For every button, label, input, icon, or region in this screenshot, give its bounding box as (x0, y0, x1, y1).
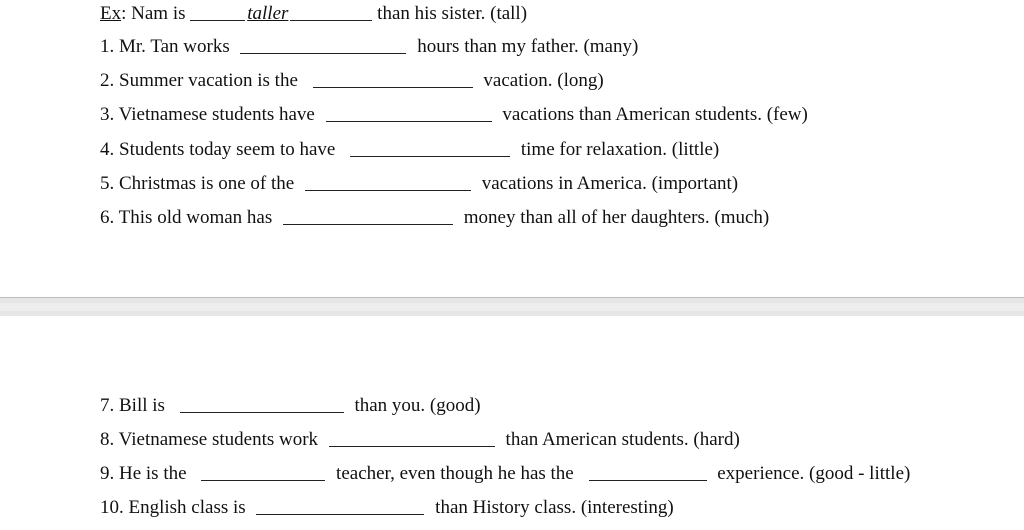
exercise-item-1 (100, 33, 638, 58)
item-text-after: vacation. (long) (483, 70, 604, 91)
item-number: 2. (100, 70, 115, 91)
item-text-before: Bill is (119, 395, 165, 416)
example-answer: taller (247, 3, 289, 24)
example-line (100, 0, 527, 25)
example-text-before: : Nam is (121, 3, 186, 24)
answer-blank[interactable] (180, 394, 344, 413)
answer-blank[interactable] (350, 138, 510, 157)
item-text-before: Vietnamese students have (118, 104, 315, 125)
exercise-item-4 (100, 136, 719, 161)
item-number: 10. (100, 497, 124, 518)
item-text-before: Students today seem to have (119, 139, 336, 160)
answer-blank[interactable] (283, 206, 453, 225)
exercise-item-8 (100, 426, 740, 451)
item-text-after: experience. (good - little) (717, 463, 911, 484)
item-text-before: Summer vacation is the (119, 70, 298, 91)
exercise-item-3 (100, 101, 808, 126)
answer-blank-2[interactable] (589, 462, 707, 481)
exercise-item-2 (100, 67, 604, 92)
answer-blank[interactable] (256, 496, 424, 515)
item-text-before: Vietnamese students work (118, 429, 319, 450)
page-separator-shade (0, 303, 1024, 311)
item-text-after: hours than my father. (many) (417, 36, 639, 57)
item-text-after: vacations than American students. (few) (502, 104, 808, 125)
exercise-item-7 (100, 392, 481, 417)
item-text-before: This old woman has (118, 207, 273, 228)
answer-blank[interactable] (313, 69, 473, 88)
item-number: 7. (100, 395, 115, 416)
exercise-item-10 (100, 494, 674, 519)
item-text-after: than American students. (hard) (505, 429, 740, 450)
item-text-after: money than all of her daughters. (much) (463, 207, 770, 228)
item-number: 6. (100, 207, 115, 228)
exercise-item-5 (100, 170, 738, 195)
item-text-before: Christmas is one of the (119, 173, 295, 194)
second-page (0, 316, 1024, 530)
item-number: 8. (100, 429, 115, 450)
example-prefix: Ex (100, 3, 122, 24)
item-text-before: Mr. Tan works (119, 36, 230, 57)
answer-blank[interactable] (305, 172, 471, 191)
exercise-item-6 (100, 204, 769, 229)
example-blank-right (290, 2, 372, 21)
answer-blank[interactable] (326, 103, 492, 122)
answer-blank[interactable] (329, 428, 495, 447)
item-text-after: vacations in America. (important) (481, 173, 739, 194)
answer-blank-1[interactable] (201, 462, 325, 481)
exercise-item-9 (100, 460, 910, 485)
item-number: 9. (100, 463, 115, 484)
item-text-before: English class is (128, 497, 246, 518)
item-number: 3. (100, 104, 115, 125)
item-text-middle: teacher, even though he has the (336, 463, 574, 484)
page-separator (0, 297, 1024, 317)
item-text-after: than History class. (interesting) (435, 497, 674, 518)
example-text-after: than his sister. (tall) (377, 3, 528, 24)
example-blank-left (190, 2, 245, 21)
item-number: 5. (100, 173, 115, 194)
item-text-after: time for relaxation. (little) (520, 139, 720, 160)
item-number: 4. (100, 139, 115, 160)
item-text-before: He is the (119, 463, 187, 484)
item-number: 1. (100, 36, 115, 57)
item-text-after: than you. (good) (354, 395, 481, 416)
answer-blank[interactable] (240, 35, 406, 54)
